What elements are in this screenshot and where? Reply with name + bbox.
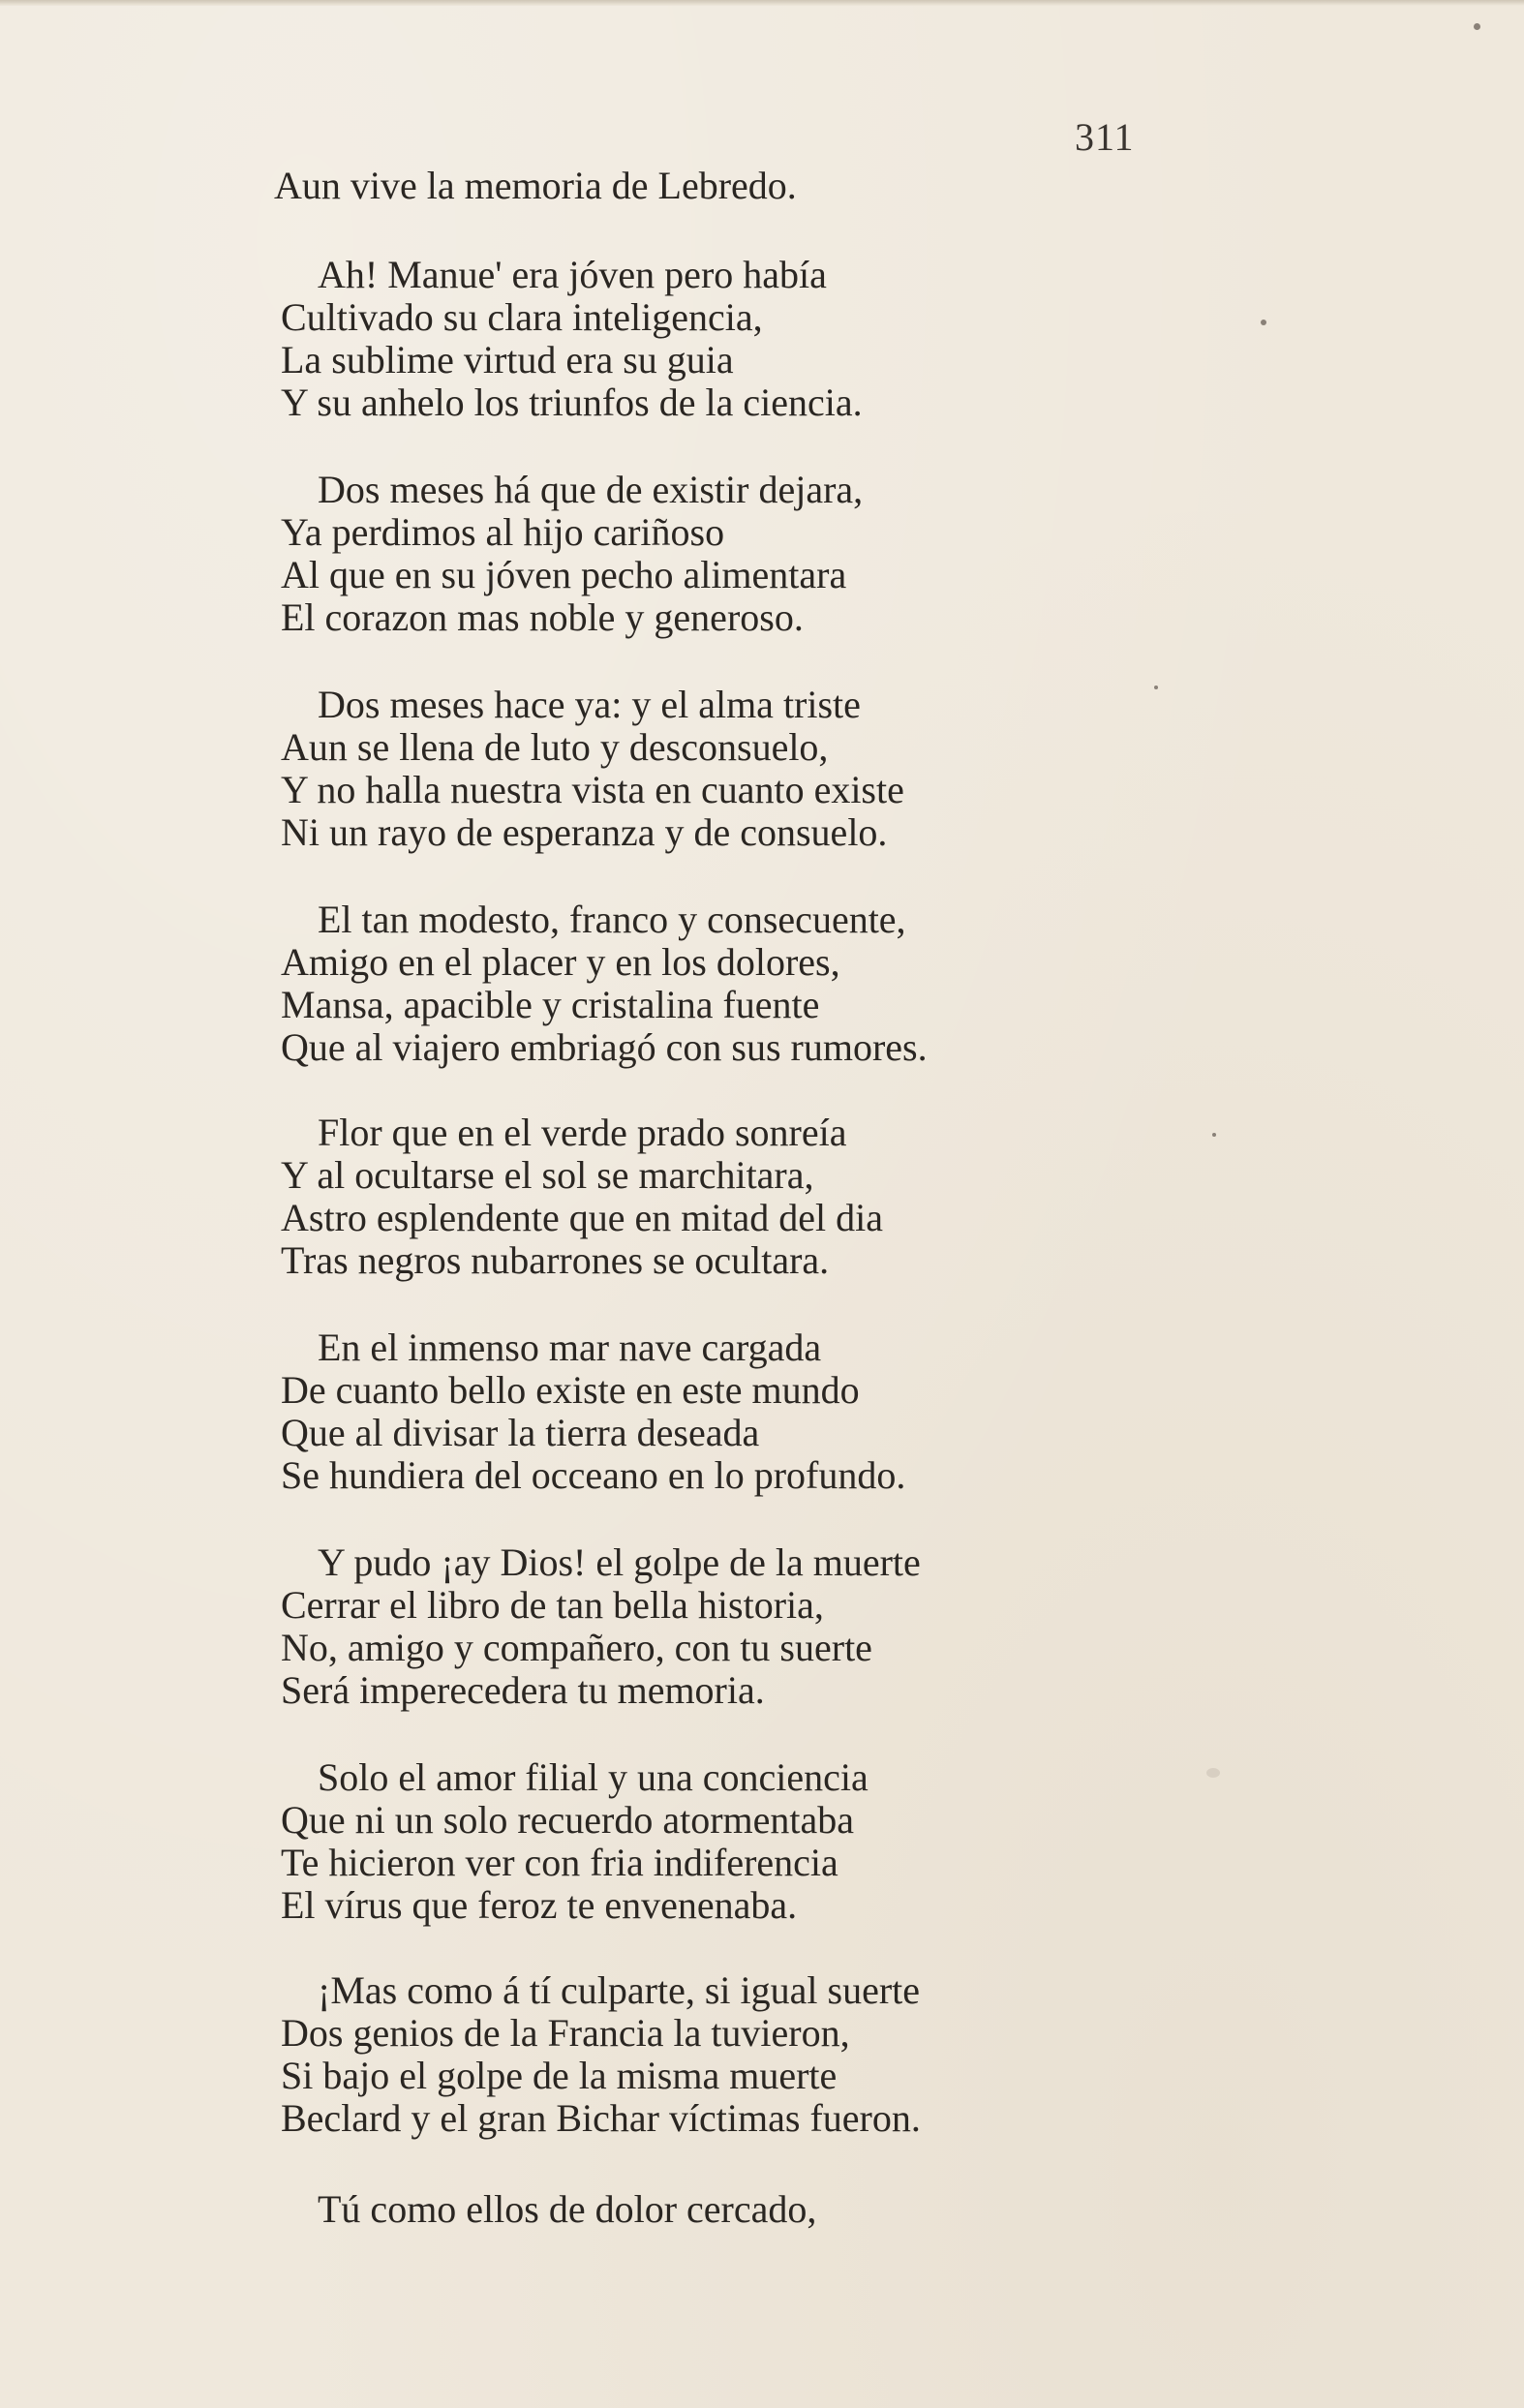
paper-speck [1261, 320, 1266, 325]
verse-line: Cerrar el libro de tan bella historia, [281, 1583, 824, 1627]
verse-line: Y no halla nuestra vista en cuanto existe [281, 768, 904, 811]
verse-line: Y su anhelo los triunfos de la ciencia. [281, 381, 863, 424]
verse-line: La sublime virtud era su guia [281, 338, 734, 381]
stanza [281, 1756, 869, 1927]
verse-line: Será imperecedera tu memoria. [281, 1668, 765, 1712]
stanza [281, 469, 863, 639]
verse-line: Ni un rayo de esperanza y de consuelo. [281, 810, 888, 854]
verse-line: Se hundiera del occeano en lo profundo. [281, 1453, 906, 1497]
verse-line: Que ni un solo recuerdo atormentaba [281, 1798, 855, 1842]
verse-line: Ah! Manue' era jóven pero había [318, 253, 827, 296]
verse-line: Te hicieron ver con fria indiferencia [281, 1841, 838, 1884]
page-top-edge [0, 0, 1524, 6]
verse-line: No, amigo y compañero, con tu suerte [281, 1626, 872, 1669]
stanza [281, 1112, 883, 1282]
paper-speck [1154, 686, 1158, 689]
continuation-line: Aun vive la memoria de Lebredo. [274, 164, 797, 207]
verse-line: Amigo en el placer y en los dolores, [281, 940, 840, 984]
verse-line: El corazon mas noble y generoso. [281, 595, 804, 639]
verse-line: Ya perdimos al hijo cariñoso [281, 510, 725, 554]
verse-line: Y pudo ¡ay Dios! el golpe de la muerte [318, 1540, 921, 1584]
verse-line: Y al ocultarse el sol se marchitara, [281, 1153, 814, 1197]
stanza [281, 899, 928, 1069]
paper-speck [1474, 23, 1480, 30]
stanza [281, 1969, 921, 2140]
verse-line: Aun se llena de luto y desconsuelo, [281, 725, 829, 769]
verse-line: Dos genios de la Francia la tuvieron, [281, 2011, 850, 2055]
verse-line: En el inmenso mar nave cargada [318, 1326, 822, 1369]
verse-line: Mansa, apacible y cristalina fuente [281, 983, 820, 1026]
stanza [281, 254, 863, 424]
stanza [281, 1541, 921, 1712]
stanza [281, 1326, 905, 1497]
verse-line: Tú como ellos de dolor cercado, [318, 2187, 817, 2231]
verse-line: Si bajo el golpe de la misma muerte [281, 2054, 838, 2097]
paper-speck [1206, 1768, 1220, 1778]
verse-line: Beclard y el gran Bichar víctimas fueron. [281, 2096, 921, 2140]
verse-line: El vírus que feroz te envenenaba. [281, 1883, 798, 1927]
verse-line: Dos meses hace ya: y el alma triste [318, 683, 861, 726]
verse-line: Dos meses há que de existir dejara, [318, 468, 864, 511]
paper-speck [1212, 1133, 1216, 1137]
verse-line: El tan modesto, franco y consecuente, [318, 898, 906, 941]
verse-line: Tras negros nubarrones se ocultara. [281, 1238, 830, 1282]
verse-line: ¡Mas como á tí culparte, si igual suerte [318, 1968, 921, 2012]
verse-line: De cuanto bello existe en este mundo [281, 1368, 860, 1412]
verse-line: Astro esplendente que en mitad del dia [281, 1196, 884, 1239]
verse-line: Cultivado su clara inteligencia, [281, 295, 763, 339]
verse-line: Que al viajero embriagó con sus rumores. [281, 1025, 928, 1069]
page-number: 311 [1075, 115, 1135, 159]
verse-line: Al que en su jóven pecho alimentara [281, 553, 847, 596]
verse-line: Flor que en el verde prado sonreía [318, 1111, 847, 1154]
verse-line: Que al divisar la tierra deseada [281, 1411, 760, 1454]
stanza [281, 2188, 816, 2231]
stanza [281, 684, 904, 854]
verse-line: Solo el amor filial y una conciencia [318, 1755, 869, 1799]
